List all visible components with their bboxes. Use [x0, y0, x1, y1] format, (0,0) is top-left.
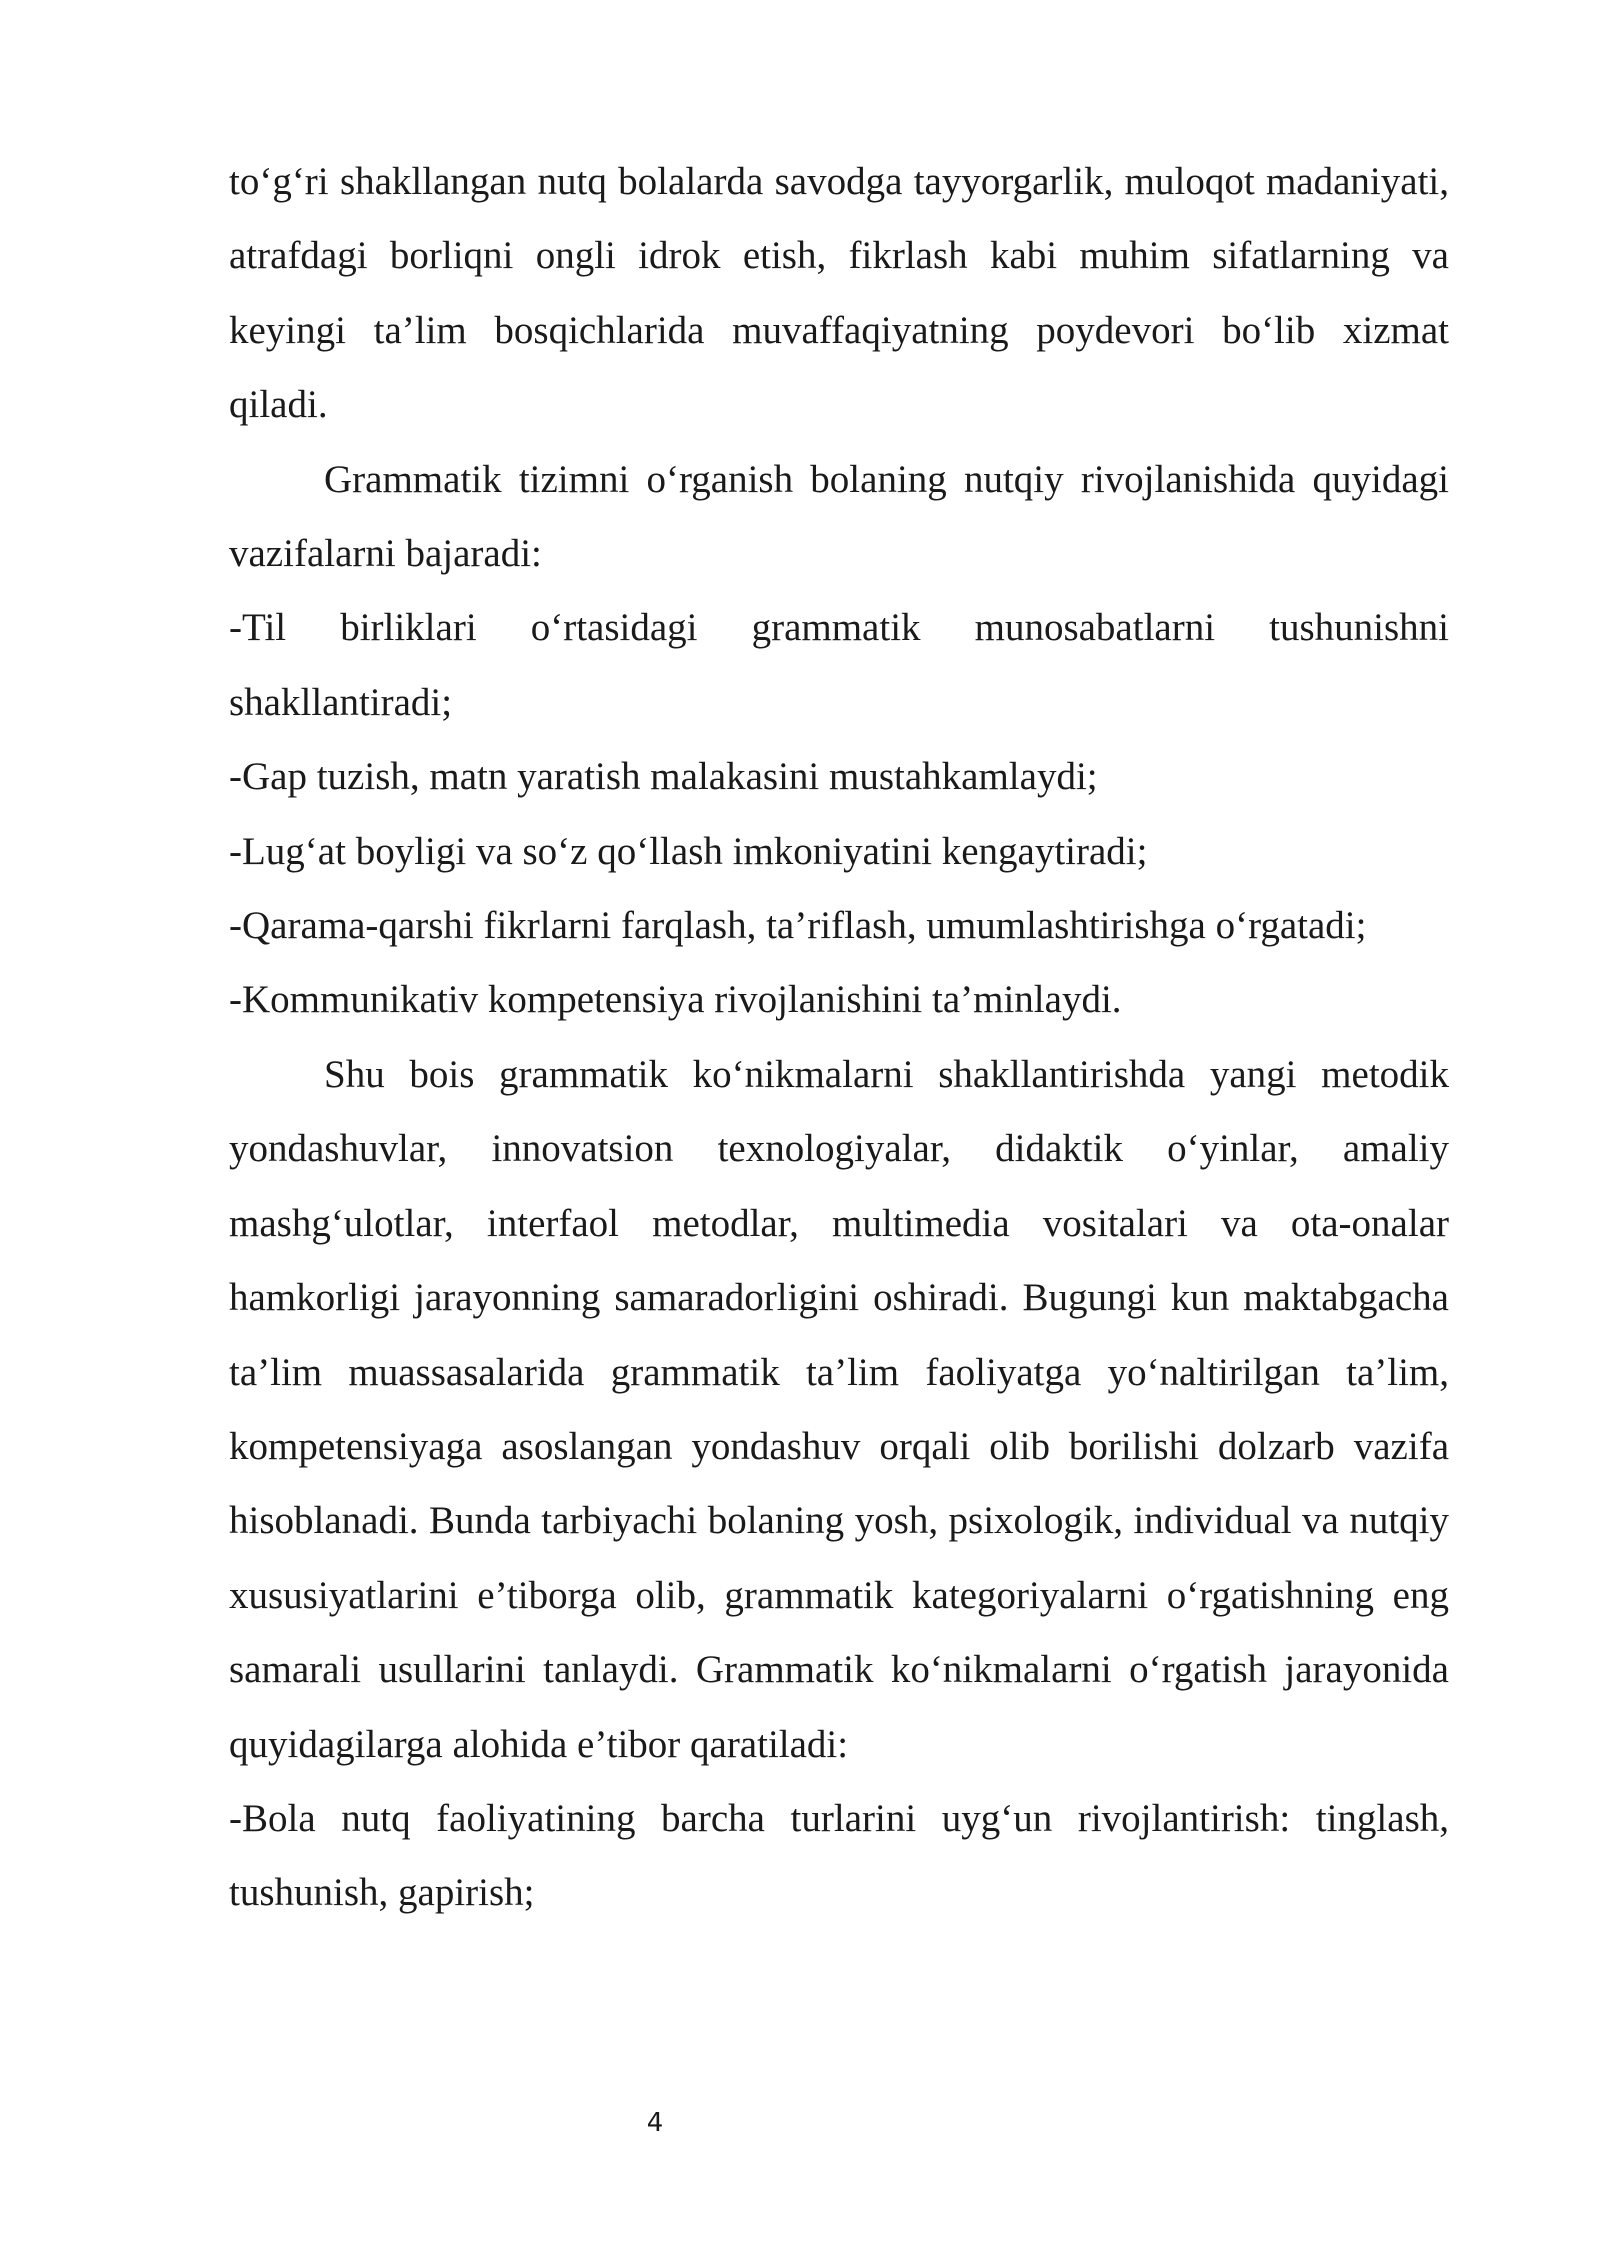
- list-item-vocabulary: -Lug‘at boyligi va so‘z qo‘llash imkoniyatini kengaytiradi;: [229, 829, 1148, 873]
- list-item-communicative-competence: -Kommunikativ kompetensiya rivojlanishini ta’minlaydi.: [229, 978, 1122, 1022]
- list-item-contrasting-ideas: -Qarama-qarshi fikrlarni farqlash, ta’riflash, umumlashtirishga o‘rgatadi;: [229, 904, 1367, 948]
- paragraph-grammar-tasks-intro: Grammatik tizimni o‘rganish bolaning nutqiy rivojlanishida quyidagi vazifalarni bajaradi:: [229, 457, 1449, 576]
- page-number: 4: [646, 2108, 664, 2138]
- paragraph-methodology: Shu bois grammatik ko‘nikmalarni shakllantirishda yangi metodik yondashuvlar, innovatsion texnologiyalar, didaktik o‘yinlar, amaliy mashg‘ulotlar, interfaol metodlar, multimedia vositalari va ota-onalar hamkorligi jarayonning samaradorligini oshiradi. Bugungi kun maktabgacha ta’lim muassasalarida grammatik ta’lim faoliyatga yo‘naltirilgan ta’lim, kompetensiyaga asoslangan yondashuv orqali olib borilishi dolzarb vazifa hisoblanadi. Bunda tarbiyachi bolaning yosh, psixologik, individual va nutqiy xususiyatlarini e’tiborga olib, grammatik kategoriyalarni o‘rgatishning eng samarali usullarini tanlaydi. Grammatik ko‘nikmalarni o‘rgatish jarayonida quyidagilarga alohida e’tibor qaratiladi:: [229, 1052, 1449, 1766]
- list-item-sentence-building: -Gap tuzish, matn yaratish malakasini mustahkamlaydi;: [229, 755, 1098, 799]
- list-item-grammatical-relations: -Til birliklari o‘rtasidagi grammatik munosabatlarni tushunishni shakllantiradi;: [229, 606, 1449, 724]
- paragraph-continuation: to‘g‘ri shakllangan nutq bolalarda savodga tayyorgarlik, muloqot madaniyati, atrafdagi borliqni ongli idrok etish, fikrlash kabi muhim sifatlarning va keyingi ta’lim bosqichlarida muvaffaqiyatning poydevori bo‘lib xizmat qiladi.: [229, 160, 1449, 427]
- page-body: [229, 145, 1449, 1931]
- list-item-speech-activities: -Bola nutq faoliyatining barcha turlarini uyg‘un rivojlantirish: tinglash, tushunish, gapirish;: [229, 1796, 1449, 1915]
